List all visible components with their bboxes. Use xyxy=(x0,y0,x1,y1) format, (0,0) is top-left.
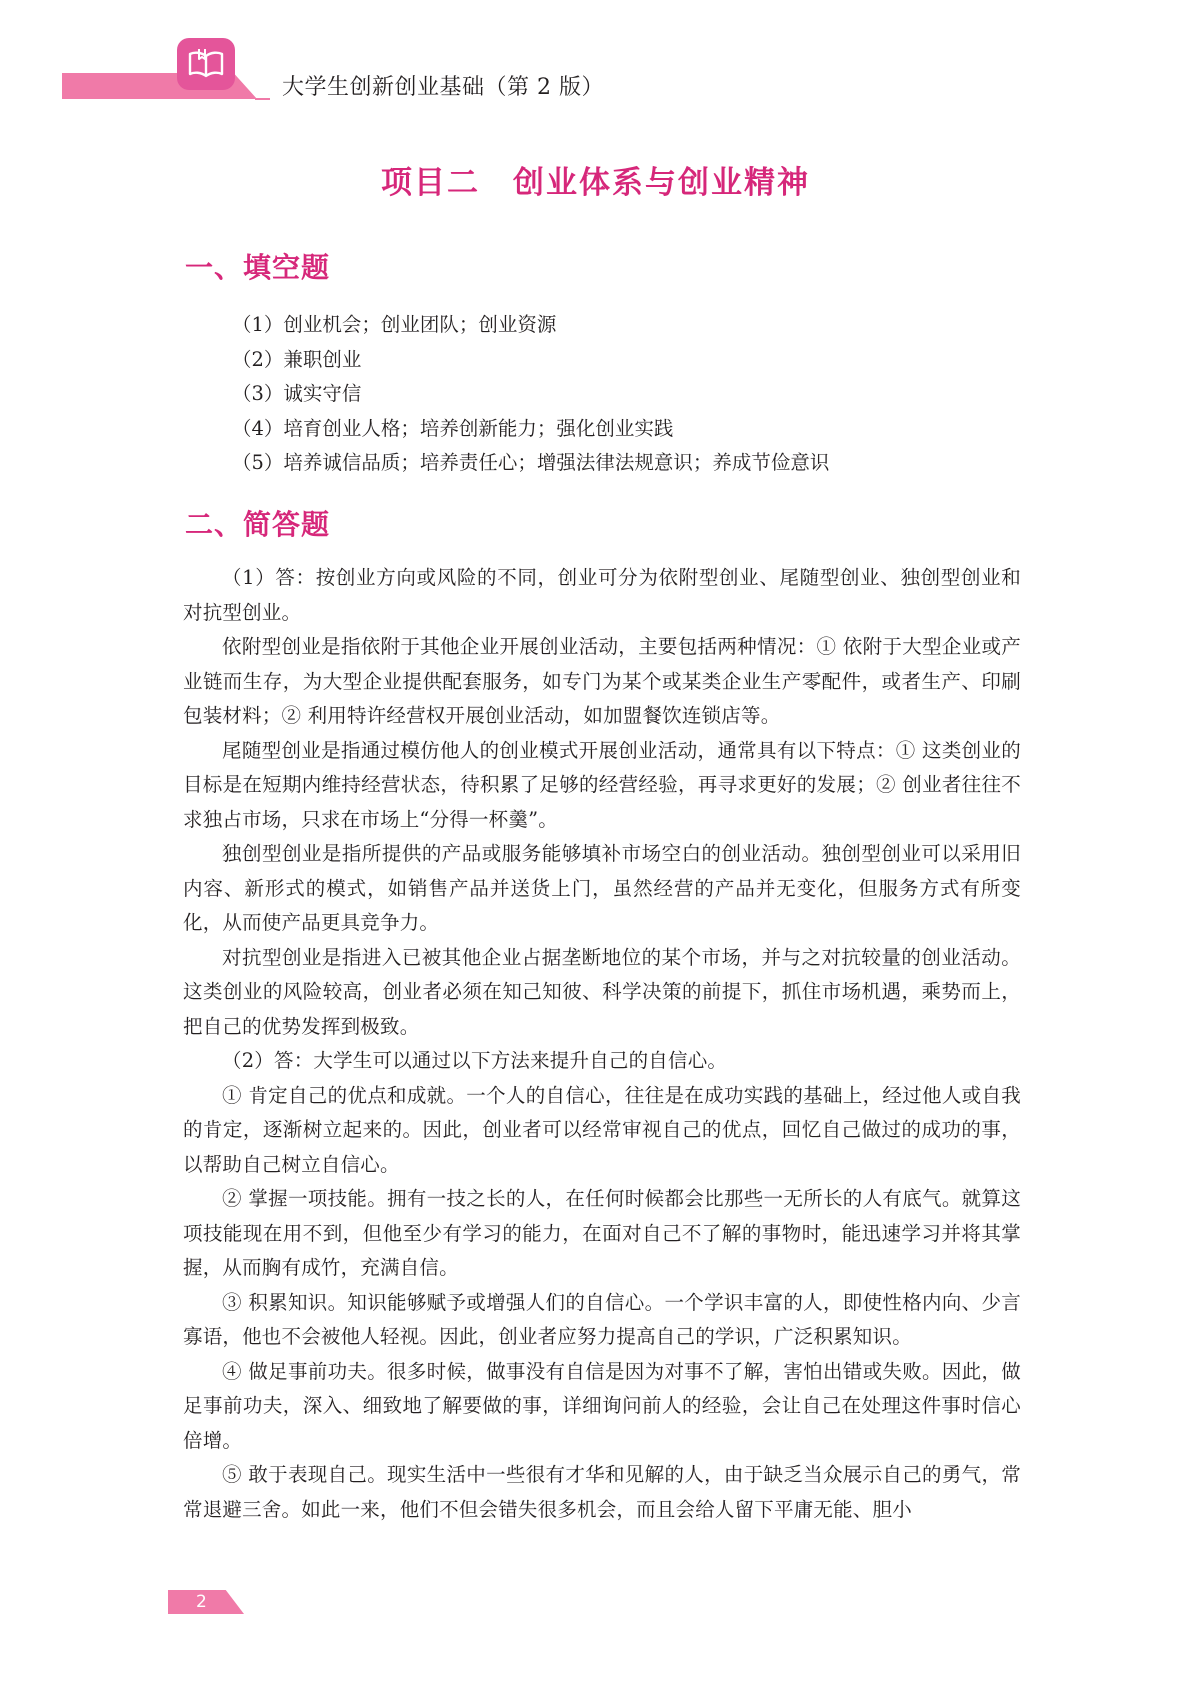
paragraph: （1）答：按创业方向或风险的不同，创业可分为依附型创业、尾随型创业、独创型创业和对抗型创业。 xyxy=(183,566,1021,624)
header-rule xyxy=(255,98,270,100)
paragraph: ⑤ 敢于表现自己。现实生活中一些很有才华和见解的人，由于缺乏当众展示自己的勇气，常常退避三舍。如此一来，他们不但会错失很多机会，而且会给人留下平庸无能、胆小 xyxy=(183,1463,1021,1521)
paragraph: ① 肯定自己的优点和成就。一个人的自信心，往往是在成功实践的基础上，经过他人或自我的肯定，逐渐树立起来的。因此，创业者可以经常审视自己的优点，回忆自己做过的成功的事，以帮助自己树立自信心。 xyxy=(183,1083,1021,1176)
list-item: （1）创业机会；创业团队；创业资源 xyxy=(232,313,557,336)
page-title: 项目二 创业体系与创业精神 xyxy=(381,165,810,201)
paragraph: ④ 做足事前功夫。很多时候，做事没有自信是因为对事不了解，害怕出错或失败。因此，做足事前功夫，深入、细致地了解要做的事，详细询问前人的经验，会让自己在处理这件事时信心倍增。 xyxy=(183,1359,1021,1452)
list-item: （5）培养诚信品质；培养责任心；增强法律法规意识；养成节俭意识 xyxy=(232,451,830,474)
list-item: （3）诚实守信 xyxy=(232,382,362,405)
paragraph: 依附型创业是指依附于其他企业开展创业活动，主要包括两种情况：① 依附于大型企业或产业链而生存，为大型企业提供配套服务，如专门为某个或某类企业生产零配件，或者生产、印刷包装材料；② 利用特许经营权开展创业活动，如加盟餐饮连锁店等。 xyxy=(183,635,1021,727)
book-badge xyxy=(177,38,235,90)
open-book-icon xyxy=(186,47,226,81)
paragraph: 尾随型创业是指通过模仿他人的创业模式开展创业活动，通常具有以下特点：① 这类创业的目标是在短期内维持经营状态，待积累了足够的经营经验，再寻求更好的发展；② 创业者往往不求独占市场，只求在市场上“分得一杯羹”。 xyxy=(183,738,1021,831)
short-answer-body xyxy=(183,561,1021,1527)
paragraph: ③ 积累知识。知识能够赋予或增强人们的自信心。一个学识丰富的人，即使性格内向、少言寡语，他也不会被他人轻视。因此，创业者应努力提高自己的学识，广泛积累知识。 xyxy=(183,1290,1021,1348)
list-item: （2）兼职创业 xyxy=(232,347,362,371)
section-heading-short-answer: 二、简答题 xyxy=(185,508,331,541)
list-item: （4）培育创业人格；培养创新能力；强化创业实践 xyxy=(232,416,674,440)
paragraph: ② 掌握一项技能。拥有一技之长的人，在任何时候都会比那些一无所长的人有底气。就算这项技能现在用不到，但他至少有学习的能力，在面对自己不了解的事物时，能迅速学习并将其掌握，从而胸有成竹，充满自信。 xyxy=(183,1187,1021,1279)
paragraph: 对抗型创业是指进入已被其他企业占据垄断地位的某个市场，并与之对抗较量的创业活动。这类创业的风险较高，创业者必须在知己知彼、科学决策的前提下，抓住市场机遇，乘势而上，把自己的优势发挥到极致。 xyxy=(183,945,1021,1038)
page-number: 2 xyxy=(196,1592,207,1612)
paragraph: 独创型创业是指所提供的产品或服务能够填补市场空白的创业活动。独创型创业可以采用旧内容、新形式的模式，如销售产品并送货上门，虽然经营的产品并无变化，但服务方式有所变化，从而使产品更具竞争力。 xyxy=(183,842,1021,934)
paragraph: （2）答：大学生可以通过以下方法来提升自己的自信心。 xyxy=(222,1049,728,1072)
book-title: 大学生创新创业基础（第 2 版） xyxy=(282,75,604,100)
section-heading-fill-in: 一、填空题 xyxy=(185,251,331,284)
fill-in-answer-list xyxy=(232,308,1032,481)
